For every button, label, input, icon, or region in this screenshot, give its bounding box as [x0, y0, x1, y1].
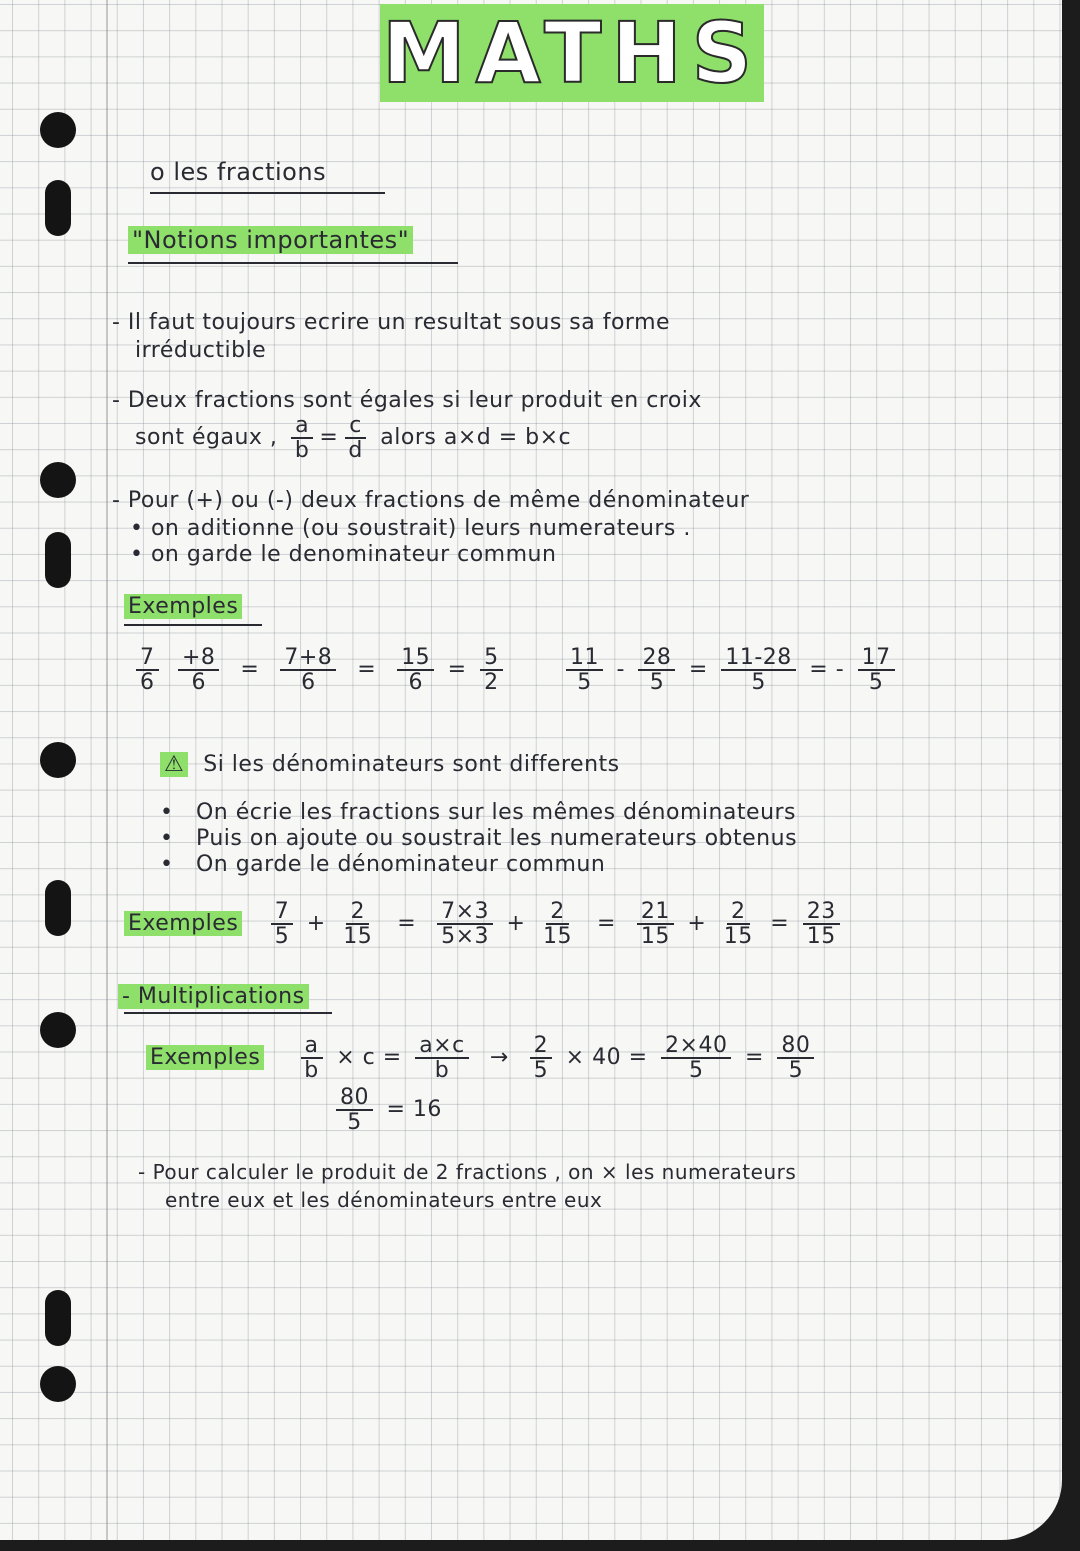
rule-1-line-2: irréductible	[135, 338, 267, 363]
warning-icon: ⚠	[160, 752, 188, 777]
binder-hole	[45, 1290, 71, 1346]
rule-3-line-3: • on garde le denominateur commun	[130, 542, 557, 567]
example-2: Exemples $\frac{7}{5}$ + $\frac{2}{15}$ = $\frac{7\times 3}{5\times 3}$ + $\frac{2}{15}$ = $\frac{21}{15}$ + $\frac{2}{15}$ = $\frac{23}{15}$	[124, 900, 846, 948]
examples-label: Exemples	[124, 594, 242, 619]
page-title: MATHS	[382, 4, 763, 102]
warning-step: • Puis on ajoute ou soustrait les numerateurs obtenus	[160, 826, 798, 851]
binder-hole	[40, 1012, 76, 1048]
warning-step: • On écrie les fractions sur les mêmes dénominateurs	[160, 800, 797, 825]
binder-hole	[45, 532, 71, 588]
binder-hole	[45, 180, 71, 236]
rule-2-line-2: sont égaux , $\frac{a}{b}$ = $\frac{c}{d}$ alors a×d = b×c	[135, 413, 572, 464]
binder-hole	[40, 742, 76, 778]
binder-hole	[40, 112, 76, 148]
subtitle-underline	[128, 262, 458, 264]
multiplications-underline	[124, 1012, 332, 1014]
example-1-left: $\frac{7}{6}$ $\frac{+8}{6}$ = $\frac{7+8}{6}$ = $\frac{15}{6}$ = $\frac{5}{2}$	[130, 646, 509, 694]
warning-step: • On garde le dénominateur commun	[160, 852, 606, 877]
final-rule-line-1: - Pour calculer le produit de 2 fractions , on × les numerateurs	[138, 1160, 797, 1184]
warning-line: ⚠ Si les dénominateurs sont differents	[160, 752, 620, 777]
example-3: Exemples $\frac{a}{b}$ × c = $\frac{a\times c}{b}$ → $\frac{2}{5}$ × 40 = $\frac{2\times 40}{5}$ = $\frac{80}{5}$	[146, 1034, 820, 1082]
example-3-result: $\frac{80}{5}$ = 16	[330, 1086, 442, 1134]
section-underline	[150, 192, 385, 194]
binder-hole	[40, 462, 76, 498]
rule-1-line-1: - Il faut toujours ecrire un resultat sous sa forme	[112, 310, 671, 335]
subtitle: "Notions importantes"	[128, 226, 413, 254]
section-heading: o les fractions	[150, 158, 327, 186]
examples-underline	[124, 624, 262, 626]
final-rule-line-2: entre eux et les dénominateurs entre eux	[165, 1188, 603, 1212]
rule-3-line-1: - Pour (+) ou (-) deux fractions de même dénominateur	[112, 488, 750, 513]
example-1-right: $\frac{11}{5}$ - $\frac{28}{5}$ = $\frac{11-28}{5}$ = - $\frac{17}{5}$	[560, 646, 901, 694]
binder-hole	[40, 1366, 76, 1402]
multiplications-heading: - Multiplications	[118, 984, 309, 1009]
margin-line	[106, 0, 108, 1540]
rule-3-line-2: • on aditionne (ou soustrait) leurs numerateurs .	[130, 516, 691, 541]
binder-hole	[45, 880, 71, 936]
rule-2-line-1: - Deux fractions sont égales si leur produit en croix	[112, 388, 702, 413]
